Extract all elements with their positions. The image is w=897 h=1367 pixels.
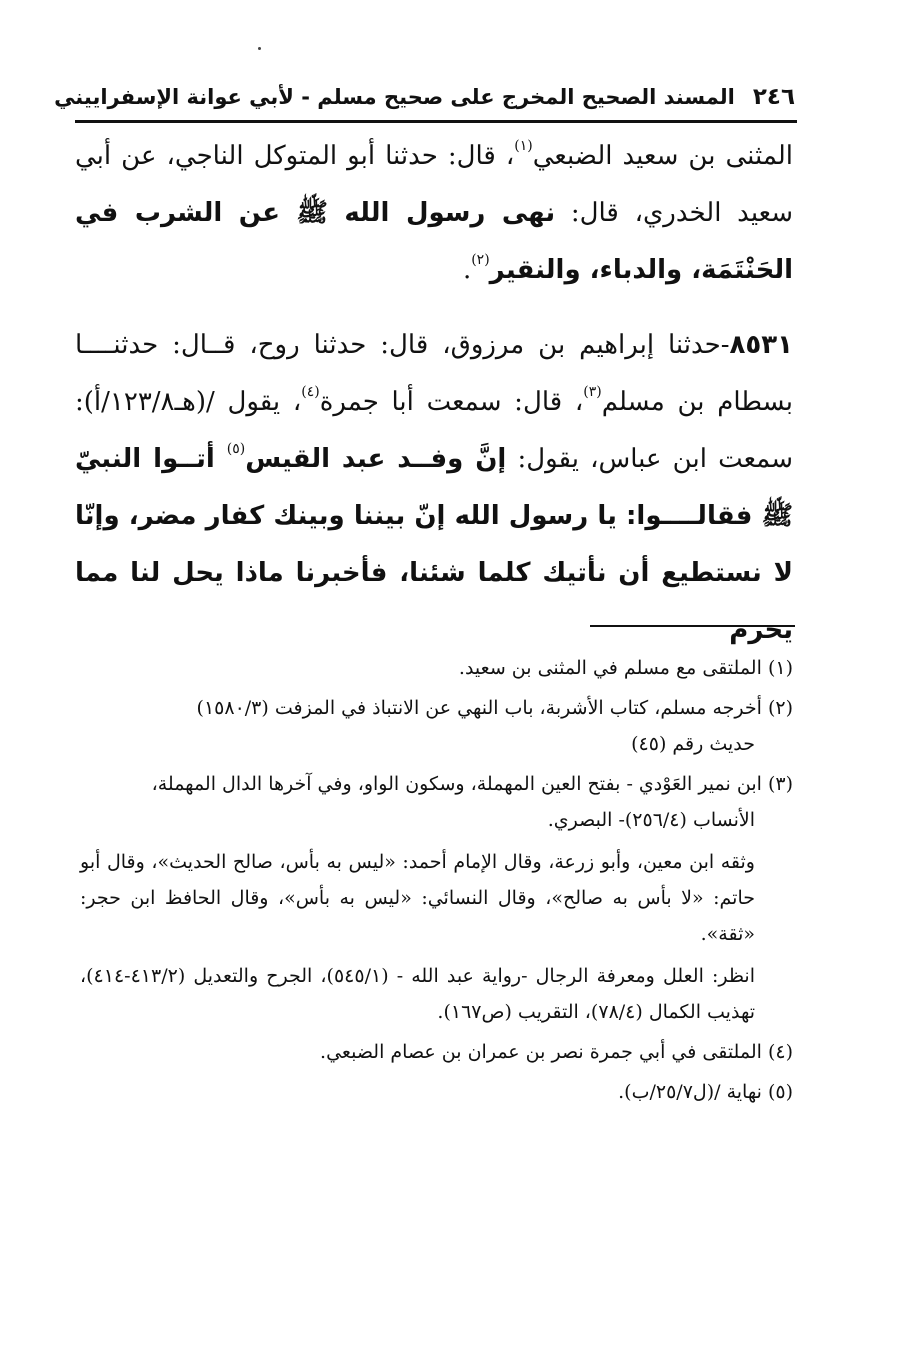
footnote-ref-2: (٢) [471,252,490,268]
hadith-text-bold: نهى رسول الله ﷺ عن الشرب في الحَنْتَمَة، والدباء، والنقير [75,198,793,285]
text-segment: ، قال: سمعت أبا جمرة [319,387,584,417]
footnote-number: (٢) [767,697,793,719]
footnote-text: الملتقى مع مسلم في المثنى بن سعيد. [458,657,762,679]
text-segment: ، قال: حدثنا أبو المتوكل الناجي، عن أبي سعيد الخدري، قال: [75,141,793,228]
footnote-separator [590,625,795,627]
paragraph-8531 [75,317,793,659]
footnote-text: نهاية /(ل٢٥/٧/ب). [618,1081,762,1103]
footnote-ref-1: (١) [514,138,533,154]
footnote-1 [80,650,793,686]
text-segment: -حدثنا إبراهيم بن مرزوق، قال: حدثنا روح، قــال: حدثنــــا بسطام بن مسلم [75,330,793,417]
footnote-5 [80,1074,793,1110]
paragraph-1 [75,128,793,299]
page-number: ٢٤٦ [752,84,795,110]
footnotes [80,650,793,1114]
text-segment: . [462,255,472,285]
footnote-number: (١) [767,657,793,679]
header-rule [75,120,797,123]
footnote-ref-4: (٤) [301,384,320,400]
hadith-number: ٨٥٣١ [729,330,793,360]
text-segment: ، يقول /(هـ١٢٣/٨/أ): سمعت ابن عباس، يقول: [75,387,793,474]
footnote-4 [80,1034,793,1070]
footnote-paragraph: وثقه ابن معين، وأبو زرعة، وقال الإمام أحمد: «ليس به بأس، صالح الحديث»، وقال أبو حاتم: «لا بأس به صالح»، وقال النسائي: «ليس به بأس»، وقال الحافظ ابن حجر: «ثقة». [80,851,755,945]
running-title: المسند الصحيح المخرج على صحيح مسلم - لأبي عوانة الإسفراييني [54,85,735,109]
footnote-text: أخرجه مسلم، كتاب الأشربة، باب النهي عن الانتباذ في المزفت (١٥٨٠/٣) [196,697,762,719]
running-header [54,78,795,116]
footnote-text: الملتقى في أبي جمرة نصر بن عمران بن عصام الضبعي. [320,1041,762,1063]
footnote-2 [80,690,793,762]
footnote-number: (٣) [767,773,793,795]
footnote-ref-3: (٣) [583,384,602,400]
hadith-text-bold: أتــوا النبيّ ﷺ فقالــــوا: يا رسول الله إنّ بيننا وبينك كفار مضر، وإنّا لا نستطيع أن نأتيك كلما شئنا، فأخبرنا ماذا يحل لنا مما يحرم [75,444,793,645]
footnote-continuation: حديث رقم (٤٥) [631,733,755,755]
stray-dot [258,47,261,50]
hadith-text-bold: إنَّ وفــد عبد القيس [245,444,507,474]
text-segment: المثنى بن سعيد الضبعي [532,141,794,171]
footnote-ref-5: (٥) [226,441,246,457]
main-text [75,128,793,659]
footnote-number: (٤) [767,1041,793,1063]
footnote-paragraph: انظر: العلل ومعرفة الرجال -رواية عبد الله - (٥٤٥/١)، الجرح والتعديل (٤١٣/٢-٤١٤)، تهذيب الكمال (٧٨/٤)، التقريب (ص١٦٧). [80,965,756,1023]
footnote-3 [80,766,793,1030]
footnote-continuation: الأنساب (٢٥٦/٤)- البصري. [547,809,755,831]
footnote-number: (٥) [767,1081,793,1103]
footnote-text: ابن نمير العَوْدي - بفتح العين المهملة، وسكون الواو، وفي آخرها الدال المهملة، [151,773,762,795]
